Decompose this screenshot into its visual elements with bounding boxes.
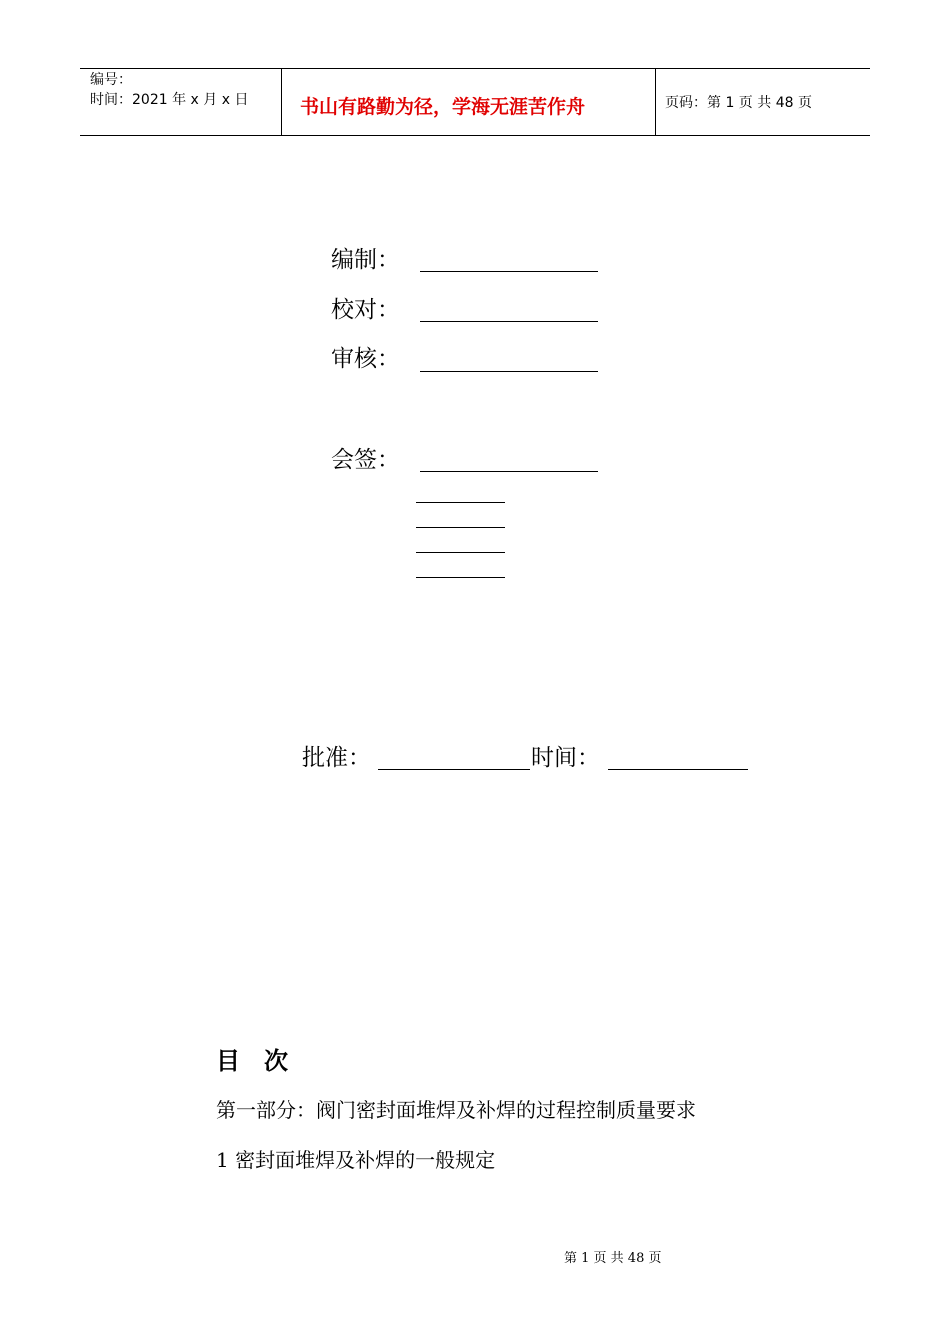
countersign-extra-line — [416, 527, 505, 528]
countersign-label: 会签： — [331, 447, 400, 473]
proofread-line — [420, 321, 598, 322]
approve-label: 批准： — [302, 745, 371, 771]
header-motto: 书山有路勤为径，学海无涯苦作舟 — [300, 96, 586, 118]
countersign-line — [420, 471, 598, 472]
review-label: 审核： — [331, 346, 400, 372]
approve-time-line — [608, 769, 748, 770]
compile-label: 编制： — [331, 247, 400, 273]
header-divider-left — [281, 68, 282, 136]
toc-item-1: 1 密封面堆焊及补焊的一般规定 — [216, 1148, 496, 1172]
review-line — [420, 371, 598, 372]
approve-time-label: 时间： — [531, 745, 600, 771]
header-page-info: 页码：第 1 页 共 48 页 — [665, 95, 812, 111]
countersign-extra-line — [416, 502, 505, 503]
header-time-label: 时间：2021 年 x 月 x 日 — [90, 92, 249, 108]
approve-line — [378, 769, 530, 770]
countersign-extra-line — [416, 552, 505, 553]
header-bottom-rule — [80, 135, 870, 136]
header-top-rule — [80, 68, 870, 69]
countersign-extra-line — [416, 577, 505, 578]
proofread-label: 校对： — [331, 297, 400, 323]
compile-line — [420, 271, 598, 272]
footer-page-number: 第 1 页 共 48 页 — [564, 1251, 662, 1266]
header-divider-right — [655, 68, 656, 136]
header-number-label: 编号： — [90, 72, 132, 88]
toc-title: 目 次 — [216, 1047, 288, 1075]
toc-part-one: 第一部分：阀门密封面堆焊及补焊的过程控制质量要求 — [216, 1098, 696, 1122]
